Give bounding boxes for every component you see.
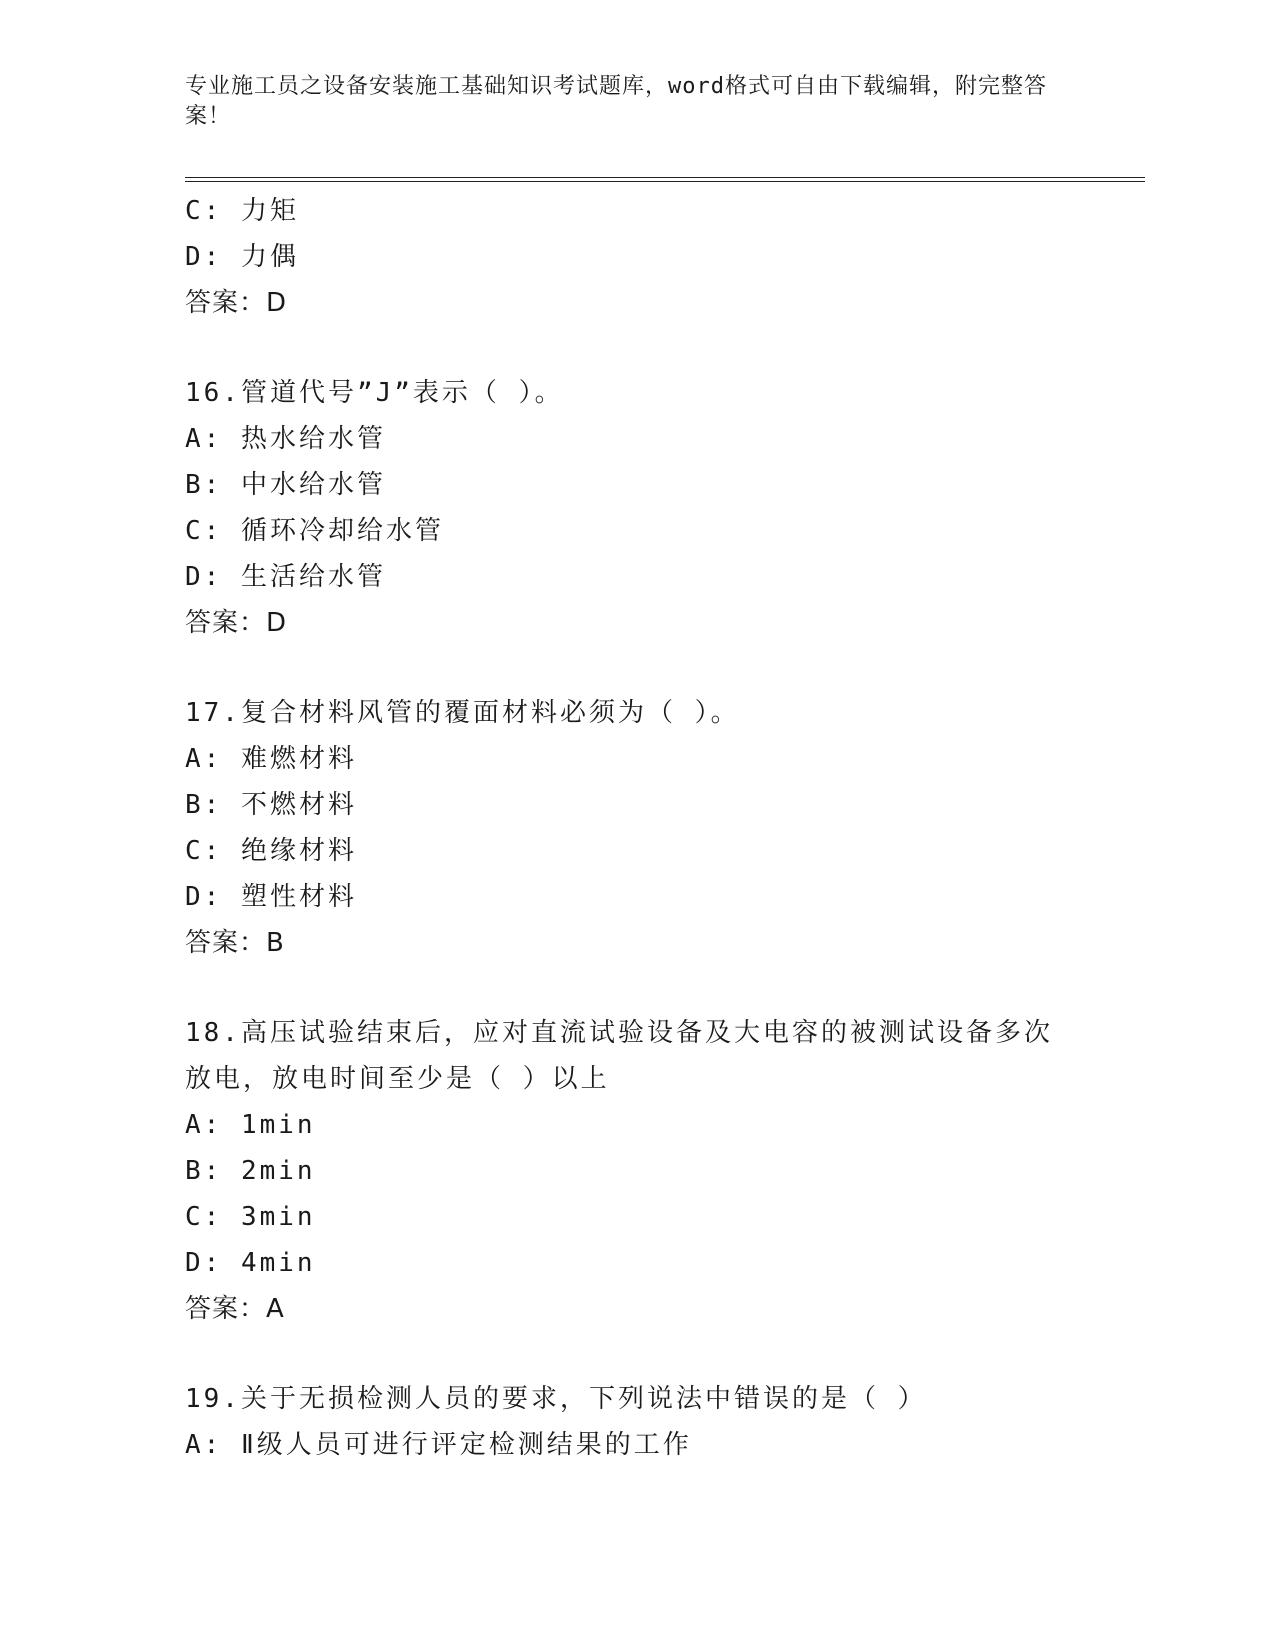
option-c: C: 循环冷却给水管 [185, 516, 444, 546]
option-d: D: 4min [185, 1248, 316, 1278]
document-header: 专业施工员之设备安装施工基础知识考试题库，word格式可自由下载编辑，附完整答案！ [185, 74, 1047, 129]
option-c: C: 3min [185, 1202, 316, 1232]
question-stem-16: 16.管道代号”J”表示（ ）。 [185, 378, 564, 408]
option-a: A: 热水给水管 [185, 424, 386, 454]
option-d: D: 塑性材料 [185, 882, 357, 912]
option-b: B: 2min [185, 1156, 316, 1186]
option-c: C: 绝缘材料 [185, 836, 357, 866]
answer-line: 答案：B [185, 928, 285, 958]
header-divider-bottom [185, 181, 1145, 182]
answer-line: 答案：D [185, 608, 288, 638]
answer-line: 答案：A [185, 1294, 285, 1324]
header-divider-top [185, 177, 1145, 178]
question-stem-17: 17.复合材料风管的覆面材料必须为（ ）。 [185, 698, 740, 728]
answer-line: 答案：D [185, 288, 288, 318]
question-stem-18: 18.高压试验结束后，应对直流试验设备及大电容的被测试设备多次放电，放电时间至少是（ ）以上 [185, 1018, 1053, 1094]
option-d: D: 生活给水管 [185, 562, 386, 592]
option-d: D: 力偶 [185, 242, 299, 272]
question-content [185, 188, 1085, 1468]
option-b: B: 中水给水管 [185, 470, 386, 500]
option-a: A: 难燃材料 [185, 744, 357, 774]
question-stem-19: 19.关于无损检测人员的要求，下列说法中错误的是（ ） [185, 1384, 927, 1414]
option-b: B: 不燃材料 [185, 790, 357, 820]
option-a: A: Ⅱ级人员可进行评定检测结果的工作 [185, 1430, 692, 1460]
option-c: C: 力矩 [185, 196, 299, 226]
option-a: A: 1min [185, 1110, 316, 1140]
